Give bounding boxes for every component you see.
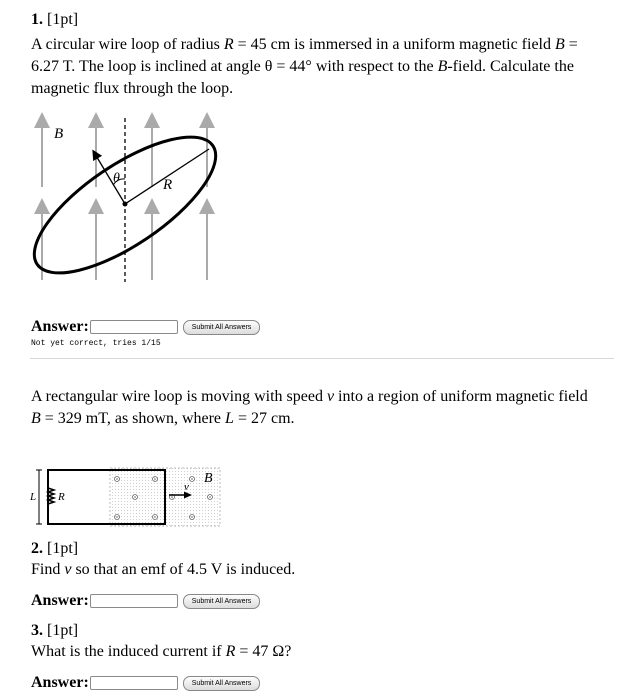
b-label: B (204, 471, 213, 486)
answer-label: Answer: (31, 592, 89, 609)
q2-heading: 2. [1pt] (31, 540, 79, 557)
intro-text: A rectangular wire loop is moving with speed v into a region of uniform magnetic field B = 329 mT, as shown, where L = 27 cm. (31, 388, 588, 427)
length-bracket (36, 470, 42, 524)
q1-text: A circular wire loop of radius R = 45 cm is immersed in a uniform magnetic field B = 6.27 T. The loop is inclined at angle θ = 44° with respect to the B-field. Calculate the magnetic flux through the loop. (31, 36, 578, 97)
q3-answer-row (31, 674, 260, 692)
q1-answer-row (31, 318, 260, 336)
theta-label: θ (113, 171, 120, 186)
q2-answer-row (31, 592, 260, 610)
answer-label: Answer: (31, 318, 89, 335)
q3-heading: 3. [1pt] (31, 622, 79, 639)
q1-answer-input[interactable] (90, 320, 178, 334)
v-label: v (184, 481, 189, 493)
q1-loop-figure (28, 112, 228, 284)
l-label: L (30, 491, 37, 503)
q1-heading: 1. [1pt] (31, 11, 79, 28)
q3-answer-input[interactable] (90, 676, 178, 690)
rect-loop-figure (28, 462, 223, 530)
b-label: B (54, 126, 64, 142)
q2-text: Find v so that an emf of 4.5 V is induced. (31, 561, 296, 578)
r-label: R (163, 177, 173, 193)
answer-label: Answer: (31, 674, 89, 691)
q1-status: Not yet correct, tries 1/15 (31, 339, 161, 348)
q3-submit-button[interactable]: Submit All Answers (183, 676, 261, 691)
divider (30, 358, 614, 359)
q2-submit-button[interactable]: Submit All Answers (183, 594, 261, 609)
q3-text: What is the induced current if R = 47 Ω? (31, 643, 292, 660)
q1-submit-button[interactable]: Submit All Answers (183, 320, 261, 335)
q2-answer-input[interactable] (90, 594, 178, 608)
loop-center (123, 202, 128, 207)
r-label: R (58, 491, 65, 503)
